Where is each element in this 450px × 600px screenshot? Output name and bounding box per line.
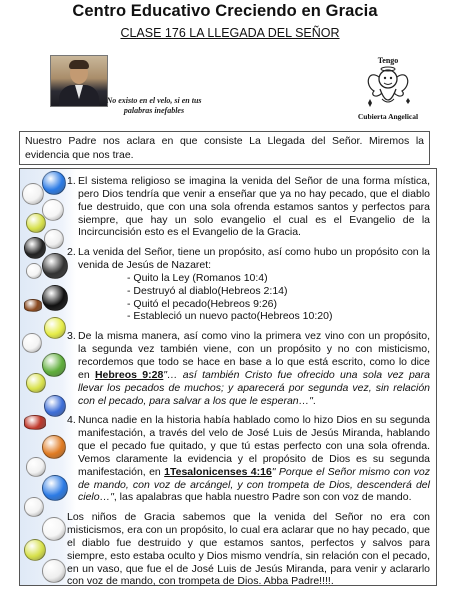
point-4	[67, 414, 430, 504]
tennis-ball-icon	[26, 213, 46, 233]
portrait-photo	[50, 55, 108, 107]
soccer-ball-icon	[26, 457, 46, 477]
point-text: La venida del Señor, tiene un propósito, así como hubo un propósito con la venida de Jesús de Nazaret:	[78, 246, 430, 272]
lesson-text	[67, 175, 430, 588]
volleyball-icon	[22, 333, 42, 353]
point-text: Nunca nadie en la historia había hablado como lo hizo Dios en su segunda manifestación, a través del velo de José Luis de Jesús Miranda, hablando que el pecado fue quitado, y que tú estas perfecto con una sola ofrenda. Vemos claramente la evidencia y el propósito de Dios es su segunda manifestación, en	[78, 414, 430, 478]
page-title: Centro Educativo Creciendo en Gracia	[72, 2, 378, 20]
bible-quote: " Porque el Señor mismo con voz de mando, con voz de arcángel, y con trompeta de Dios, descenderá del cielo…"	[78, 465, 431, 504]
point-text-end: , las apalabras que habla nuestro Padre son con voz de mando.	[113, 491, 412, 504]
lesson-box	[19, 168, 437, 586]
soccer-ball-icon	[42, 285, 68, 311]
point-3	[67, 330, 430, 407]
black-ball-icon	[24, 237, 46, 259]
bible-quote: "… así también Cristo fue ofrecido una sola vez para llevar los pecados de muchos; y aparecerá por segunda vez, sin relación con el pecado, para salvar a los que le esperan…"	[78, 368, 430, 407]
point-text-end: .	[312, 394, 316, 407]
point-1	[67, 175, 430, 239]
logo-top-text: Tengo	[377, 56, 399, 65]
golf-ball-icon	[42, 559, 66, 583]
soccer-ball-icon	[42, 475, 68, 501]
sub-item: - Destruyó al diablo(Hebreos 2:14)	[127, 284, 288, 297]
bowling-ball-icon	[42, 253, 68, 279]
sub-item: - Estableció un nuevo pacto(Hebreos 10:20)	[127, 310, 333, 323]
soccer-ball-icon	[42, 171, 66, 195]
logo-bottom-text: Cubierta Angelical	[357, 112, 419, 121]
baseball-icon	[24, 497, 44, 517]
sub-item: - Quitó el pecado(Hebreos 9:26)	[127, 297, 277, 310]
bible-reference: 1Tesalonicenses 4:16	[164, 465, 272, 478]
point-number: 4.	[67, 414, 76, 427]
baseball-icon	[22, 183, 44, 205]
volleyball-icon	[42, 199, 64, 221]
rugby-ball-icon	[24, 415, 46, 430]
sports-balls-border	[20, 169, 72, 585]
point-2	[67, 246, 430, 323]
sub-item: - Quito la Ley (Romanos 10:4)	[127, 271, 268, 284]
green-ball-icon	[42, 353, 66, 377]
bible-reference: Hebreos 9:28	[94, 368, 164, 381]
angel-logo	[356, 56, 420, 122]
point-text: De la misma manera, así como vino la primera vez vino con un propósito, la segunda vez también viene, con un propósito y no con misticismo, recordemos que todo se hace en base a lo que está escrito, como lo dice en	[78, 330, 430, 381]
closing-paragraph: Los niños de Gracia sabemos que la venida del Señor no era con misticismos, era con un propósito, lo cual era aclarar que no hay pecado, que el diablo fue destruido y que estamos santos, perfectos y salvos para siempre, esto estaba oculto y Dios mismo vendría, sin relación con el pecado, en un vaso, que fue el de José Luis de Jesús Miranda, para venir y aclararlo con voz de mando, con trompeta de Dios. Abba Padre!!!!.	[67, 511, 430, 588]
golf-ball-icon	[44, 229, 64, 249]
angel-icon	[362, 65, 414, 113]
basketball-icon	[42, 435, 66, 459]
point-text: El sistema religioso se imagina la venida del Señor de una forma mística, pero Dios tendría que venir a enseñar que ya no hay pecado, que el diablo fue destruido, que con una sola ofrenda estamos santos y perfectos para siempre, que hay un solo evangelio el cual es el Evangelio de la Incircuncisión esto es el Evangelio de la Gracia.	[78, 175, 430, 239]
football-icon	[24, 299, 42, 312]
blue-ball-icon	[44, 395, 66, 417]
tennis-ball-icon	[26, 373, 46, 393]
point-number: 1.	[67, 175, 76, 187]
tennis-ball-icon	[24, 539, 46, 561]
photo-caption: No existo en el velo, si en tus palabras inefables	[106, 96, 202, 115]
point-number: 2.	[67, 246, 76, 259]
point-number: 3.	[67, 330, 76, 343]
class-subtitle: CLASE 176 LA LLEGADA DEL SEÑOR	[120, 26, 340, 40]
tennis-ball-icon	[44, 317, 66, 339]
white-ball-icon	[26, 263, 42, 279]
intro-box: Nuestro Padre nos aclara en que consiste La Llegada del Señor. Miremos la evidencia que nos trae.	[19, 131, 430, 165]
volleyball-icon	[42, 517, 66, 541]
